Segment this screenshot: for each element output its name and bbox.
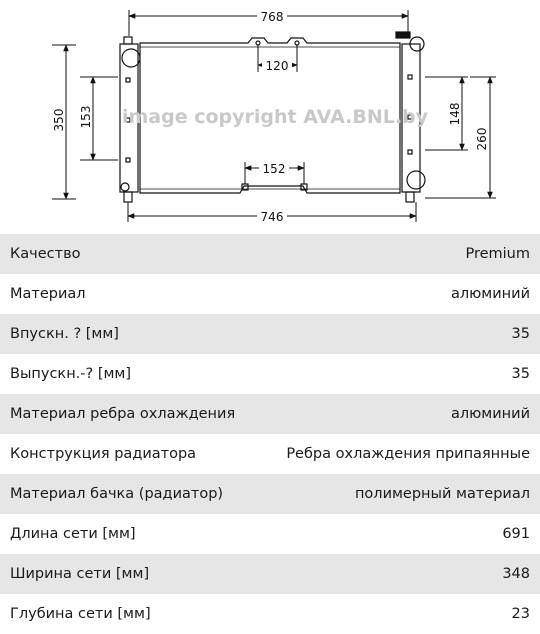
spec-row-core-width xyxy=(0,554,540,594)
spec-label: Глубина сети [мм] xyxy=(10,606,151,622)
spec-label: Материал бачка (радиатор) xyxy=(10,486,224,502)
dim-bottom-mount-label: 152 xyxy=(262,162,286,176)
radiator-technical-drawing xyxy=(0,0,540,236)
spec-row-inlet xyxy=(0,314,540,354)
spec-label: Качество xyxy=(10,246,81,262)
spec-row-tank-material xyxy=(0,474,540,514)
spec-value: алюминий xyxy=(450,406,530,422)
dim-bottom-width-label: 746 xyxy=(260,210,284,224)
spec-value: Ребра охлаждения припаянные xyxy=(286,446,530,462)
spec-label: Материал xyxy=(10,286,86,302)
spec-value: 691 xyxy=(502,526,530,542)
spec-value: алюминий xyxy=(450,286,530,302)
specs-table xyxy=(0,234,540,634)
spec-label: Ширина сети [мм] xyxy=(10,566,150,582)
spec-value: 348 xyxy=(502,566,530,582)
dim-right-inner-label: 148 xyxy=(448,102,462,126)
spec-value: 35 xyxy=(511,326,530,342)
dim-right-height-label: 260 xyxy=(475,127,489,151)
spec-row-outlet xyxy=(0,354,540,394)
spec-label: Впускн. ? [мм] xyxy=(10,326,119,342)
spec-row-core-depth xyxy=(0,594,540,634)
spec-label: Материал ребра охлаждения xyxy=(10,406,236,422)
spec-value: полимерный материал xyxy=(354,486,530,502)
spec-label: Выпускн.-? [мм] xyxy=(10,366,132,382)
spec-label: Длина сети [мм] xyxy=(10,526,136,542)
dim-left-height-label: 350 xyxy=(52,108,66,132)
spec-row-core-length xyxy=(0,514,540,554)
spec-value: Premium xyxy=(465,246,530,262)
spec-row-quality xyxy=(0,234,540,274)
dim-left-inner-label: 153 xyxy=(79,105,93,129)
spec-label: Конструкция радиатора xyxy=(10,446,197,462)
spec-row-construction xyxy=(0,434,540,474)
spec-row-fin-material xyxy=(0,394,540,434)
dim-top-width-label: 768 xyxy=(260,10,284,24)
spec-row-material xyxy=(0,274,540,314)
dim-top-mount-label: 120 xyxy=(265,59,289,73)
watermark: image copyright AVA.BNL.by xyxy=(122,106,429,128)
spec-value: 35 xyxy=(511,366,530,382)
spec-value: 23 xyxy=(511,606,530,622)
